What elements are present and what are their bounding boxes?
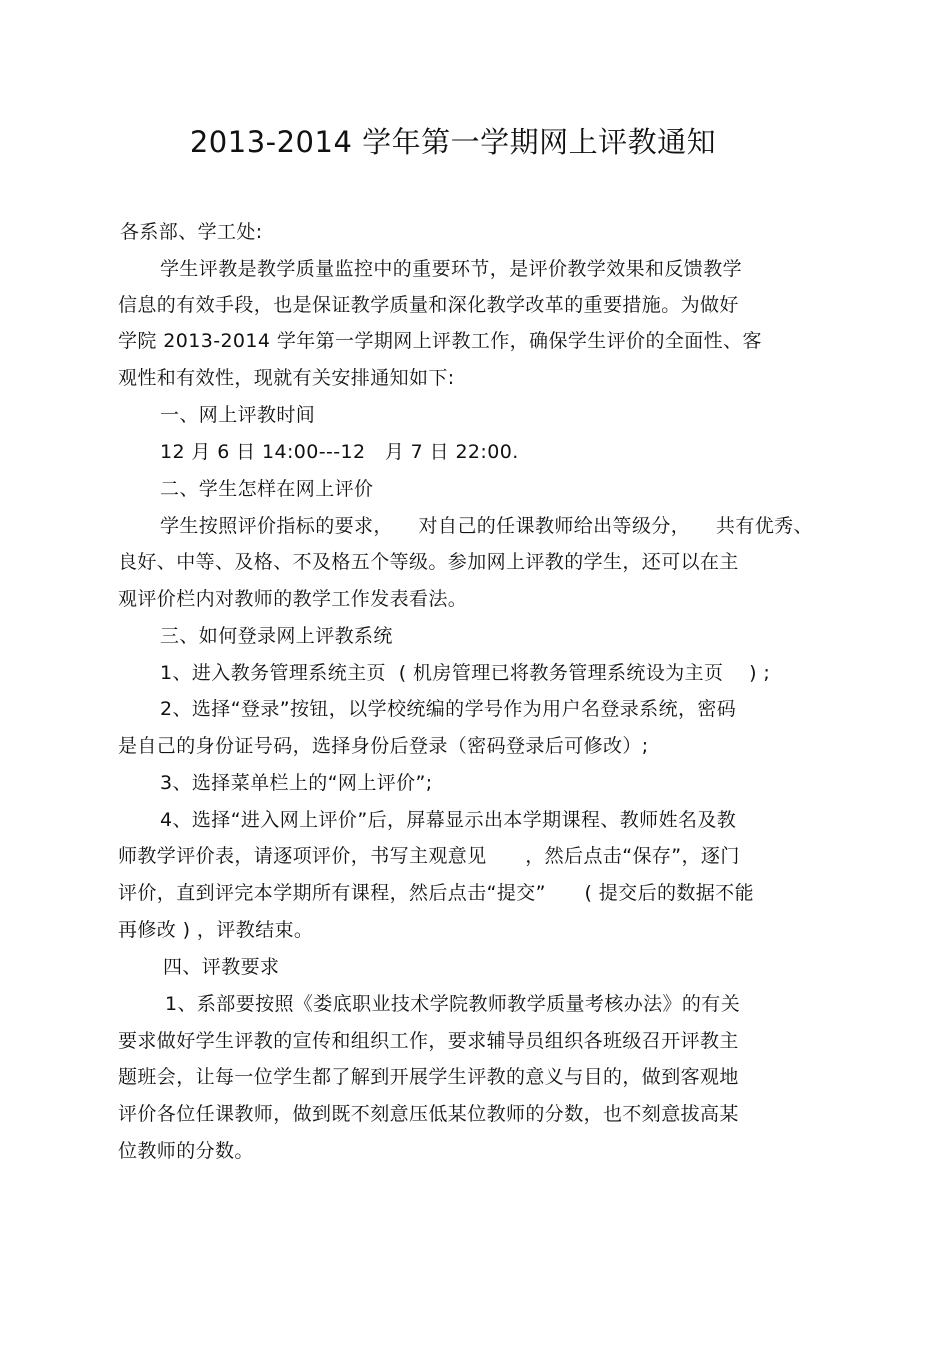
requirement-line: 题班会，让每一位学生都了解到开展学生评教的意义与目的，做到客观地 — [118, 1066, 739, 1088]
step-line: 再修改 ) ，评教结束。 — [118, 919, 314, 941]
section-heading-requirements: 四、评教要求 — [163, 956, 280, 978]
step-line: 是自己的身份证号码，选择身份后登录（密码登录后可修改）; — [118, 735, 649, 757]
section-heading-time: 一、网上评教时间 — [160, 404, 316, 426]
step-line: 师教学评价表，请逐项评价，书写主观意见 ，然后点击“保存”，逐门 — [118, 845, 740, 867]
step-line: 3、选择菜单栏上的“网上评价”; — [160, 772, 433, 794]
document-title: 2013-2014 学年第一学期网上评教通知 — [189, 125, 717, 159]
intro-line: 学院 2013-2014 学年第一学期网上评教工作，确保学生评价的全面性、客 — [118, 330, 762, 352]
step-line: 4、选择“进入网上评价”后，屏幕显示出本学期课程、教师姓名及教 — [160, 809, 737, 831]
step-line: 评价，直到评完本学期所有课程，然后点击“提交” ( 提交后的数据不能 — [118, 882, 754, 904]
requirement-line: 位教师的分数。 — [118, 1140, 254, 1162]
step-line: 1、进入教务管理系统主页 ( 机房管理已将教务管理系统设为主页 ) ; — [160, 662, 771, 684]
requirement-line: 要求做好学生评教的宣传和组织工作，要求辅导员组织各班级召开评教主 — [118, 1030, 739, 1052]
salutation: 各系部、学工处: — [120, 221, 263, 243]
paragraph-line: 学生按照评价指标的要求， 对自己的任课教师给出等级分， 共有优秀、 — [160, 515, 813, 537]
requirement-line: 评价各位任课教师，做到既不刻意压低某位教师的分数，也不刻意拔高某 — [118, 1103, 739, 1125]
intro-line: 信息的有效手段，也是保证教学质量和深化教学改革的重要措施。为做好 — [118, 294, 739, 316]
evaluation-time: 12 月 6 日 14:00---12 月 7 日 22:00. — [160, 441, 519, 463]
intro-line: 观性和有效性，现就有关安排通知如下: — [118, 367, 455, 389]
intro-line: 学生评教是教学质量监控中的重要环节，是评价教学效果和反馈教学 — [160, 258, 743, 280]
section-heading-how-to-evaluate: 二、学生怎样在网上评价 — [160, 478, 374, 500]
step-line: 2、选择“登录”按钮，以学校统编的学号作为用户名登录系统，密码 — [160, 698, 737, 720]
section-heading-login: 三、如何登录网上评教系统 — [160, 625, 393, 647]
paragraph-line: 观评价栏内对教师的教学工作发表看法。 — [118, 588, 468, 610]
requirement-line: 1、系部要按照《娄底职业技术学院教师教学质量考核办法》的有关 — [165, 993, 741, 1015]
paragraph-line: 良好、中等、及格、不及格五个等级。参加网上评教的学生，还可以在主 — [118, 551, 739, 573]
